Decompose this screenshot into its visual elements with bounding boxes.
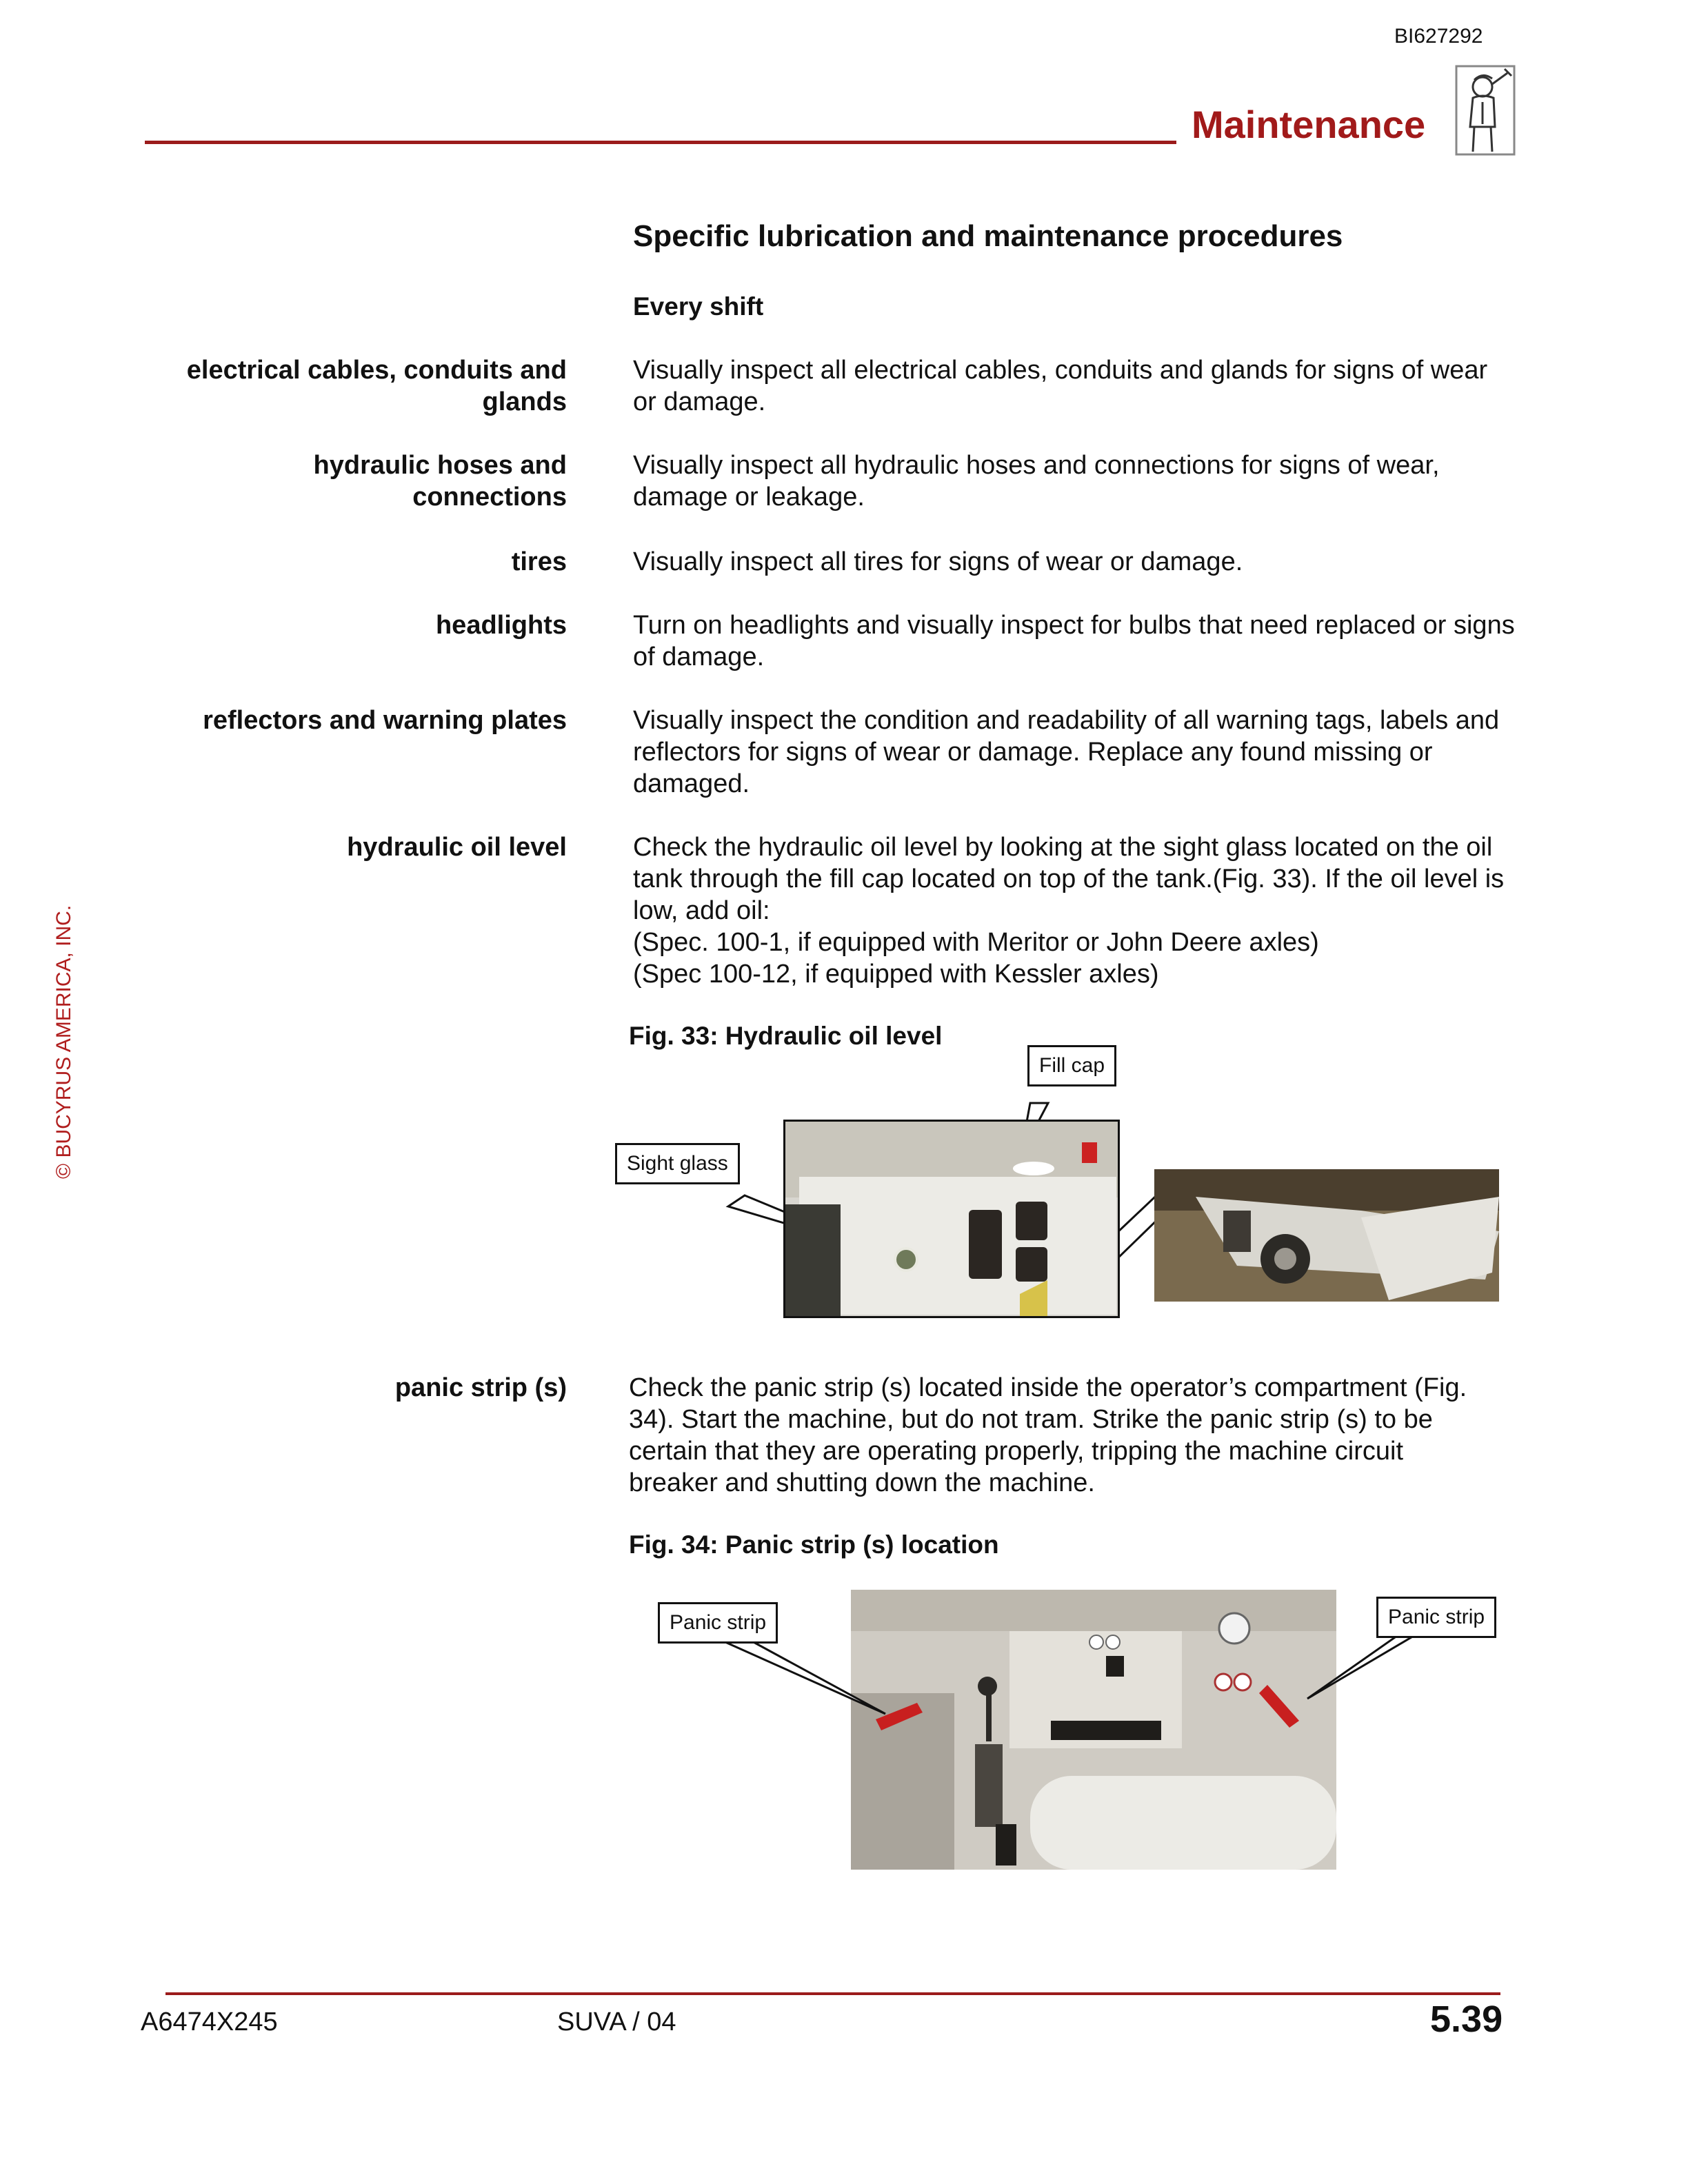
description-line: Visually inspect all tires for signs of wear or damage. [633, 547, 1243, 576]
description-line: Turn on headlights and visually inspect for bulbs that need replaced or signs of damage. [633, 611, 1515, 671]
page-heading: Specific lubrication and maintenance procedures [633, 219, 1343, 253]
item-label: hydraulic oil level [347, 833, 567, 862]
figure-34-caption: Fig. 34: Panic strip (s) location [629, 1530, 999, 1559]
description-line: Visually inspect all electrical cables, conduits and glands for signs of wear or damage. [633, 356, 1488, 416]
figure-34 [655, 1586, 1517, 1875]
callout-panic-strip-left: Panic strip [658, 1602, 778, 1644]
callout-fill-cap: Fill cap [1027, 1045, 1116, 1086]
footer-rule [165, 1992, 1500, 1995]
item-description [633, 354, 1516, 418]
description-line: Visually inspect the condition and readability of all warning tags, labels and reflectors for signs of wear or damage. Replace any found missing or damaged. [633, 706, 1500, 798]
document-id: BI627292 [1394, 25, 1483, 48]
mechanic-icon [1451, 63, 1520, 157]
description-line: Check the hydraulic oil level by looking at the sight glass located on the oil tank through the fill cap located on top of the tank.(Fig. 33). If the oil level is low, add oil: [633, 833, 1505, 925]
header-rule [145, 141, 1176, 144]
copyright-notice: © BUCYRUS AMERICA, INC. [52, 904, 75, 1179]
item-description [633, 546, 1516, 578]
item-description [633, 705, 1516, 800]
interval-subheading: Every shift [633, 292, 764, 321]
item-label: electrical cables, conduits and glands [186, 356, 567, 416]
page-number: 5.39 [1430, 1999, 1503, 2040]
item-label: headlights [435, 611, 567, 640]
footer-document-code: A6474X245 [141, 2008, 278, 2036]
description-line: Check the panic strip (s) located inside the operator’s compartment (Fig. 34). Start the machine, but do not tram. Strike the panic strip (s) to be certain that they are operating properly, tripping the machine circuit breaker and shutting down the machine. [629, 1373, 1467, 1497]
description-line: Visually inspect all hydraulic hoses and connections for signs of wear, damage or leakage. [633, 451, 1440, 512]
description-line: (Spec. 100-1, if equipped with Meritor or John Deere axles) [633, 928, 1319, 957]
description-line: (Spec 100-12, if equipped with Kessler axles) [633, 960, 1159, 989]
item-label: hydraulic hoses and connections [313, 451, 567, 512]
callout-panic-strip-right: Panic strip [1376, 1597, 1496, 1638]
vehicle-photo [1154, 1169, 1499, 1302]
footer-edition: SUVA / 04 [557, 2008, 676, 2036]
item-description [633, 449, 1516, 513]
section-title: Maintenance [1192, 103, 1426, 146]
callout-sight-glass: Sight glass [615, 1143, 740, 1184]
item-description [629, 1372, 1491, 1499]
item-description [633, 609, 1516, 673]
oil-tank-photo [783, 1120, 1120, 1318]
item-label: panic strip (s) [394, 1373, 567, 1402]
figure-33-caption: Fig. 33: Hydraulic oil level [629, 1022, 943, 1050]
item-label: reflectors and warning plates [203, 706, 567, 735]
figure-33 [607, 1051, 1524, 1320]
item-description [633, 831, 1516, 990]
item-label: tires [511, 547, 567, 576]
